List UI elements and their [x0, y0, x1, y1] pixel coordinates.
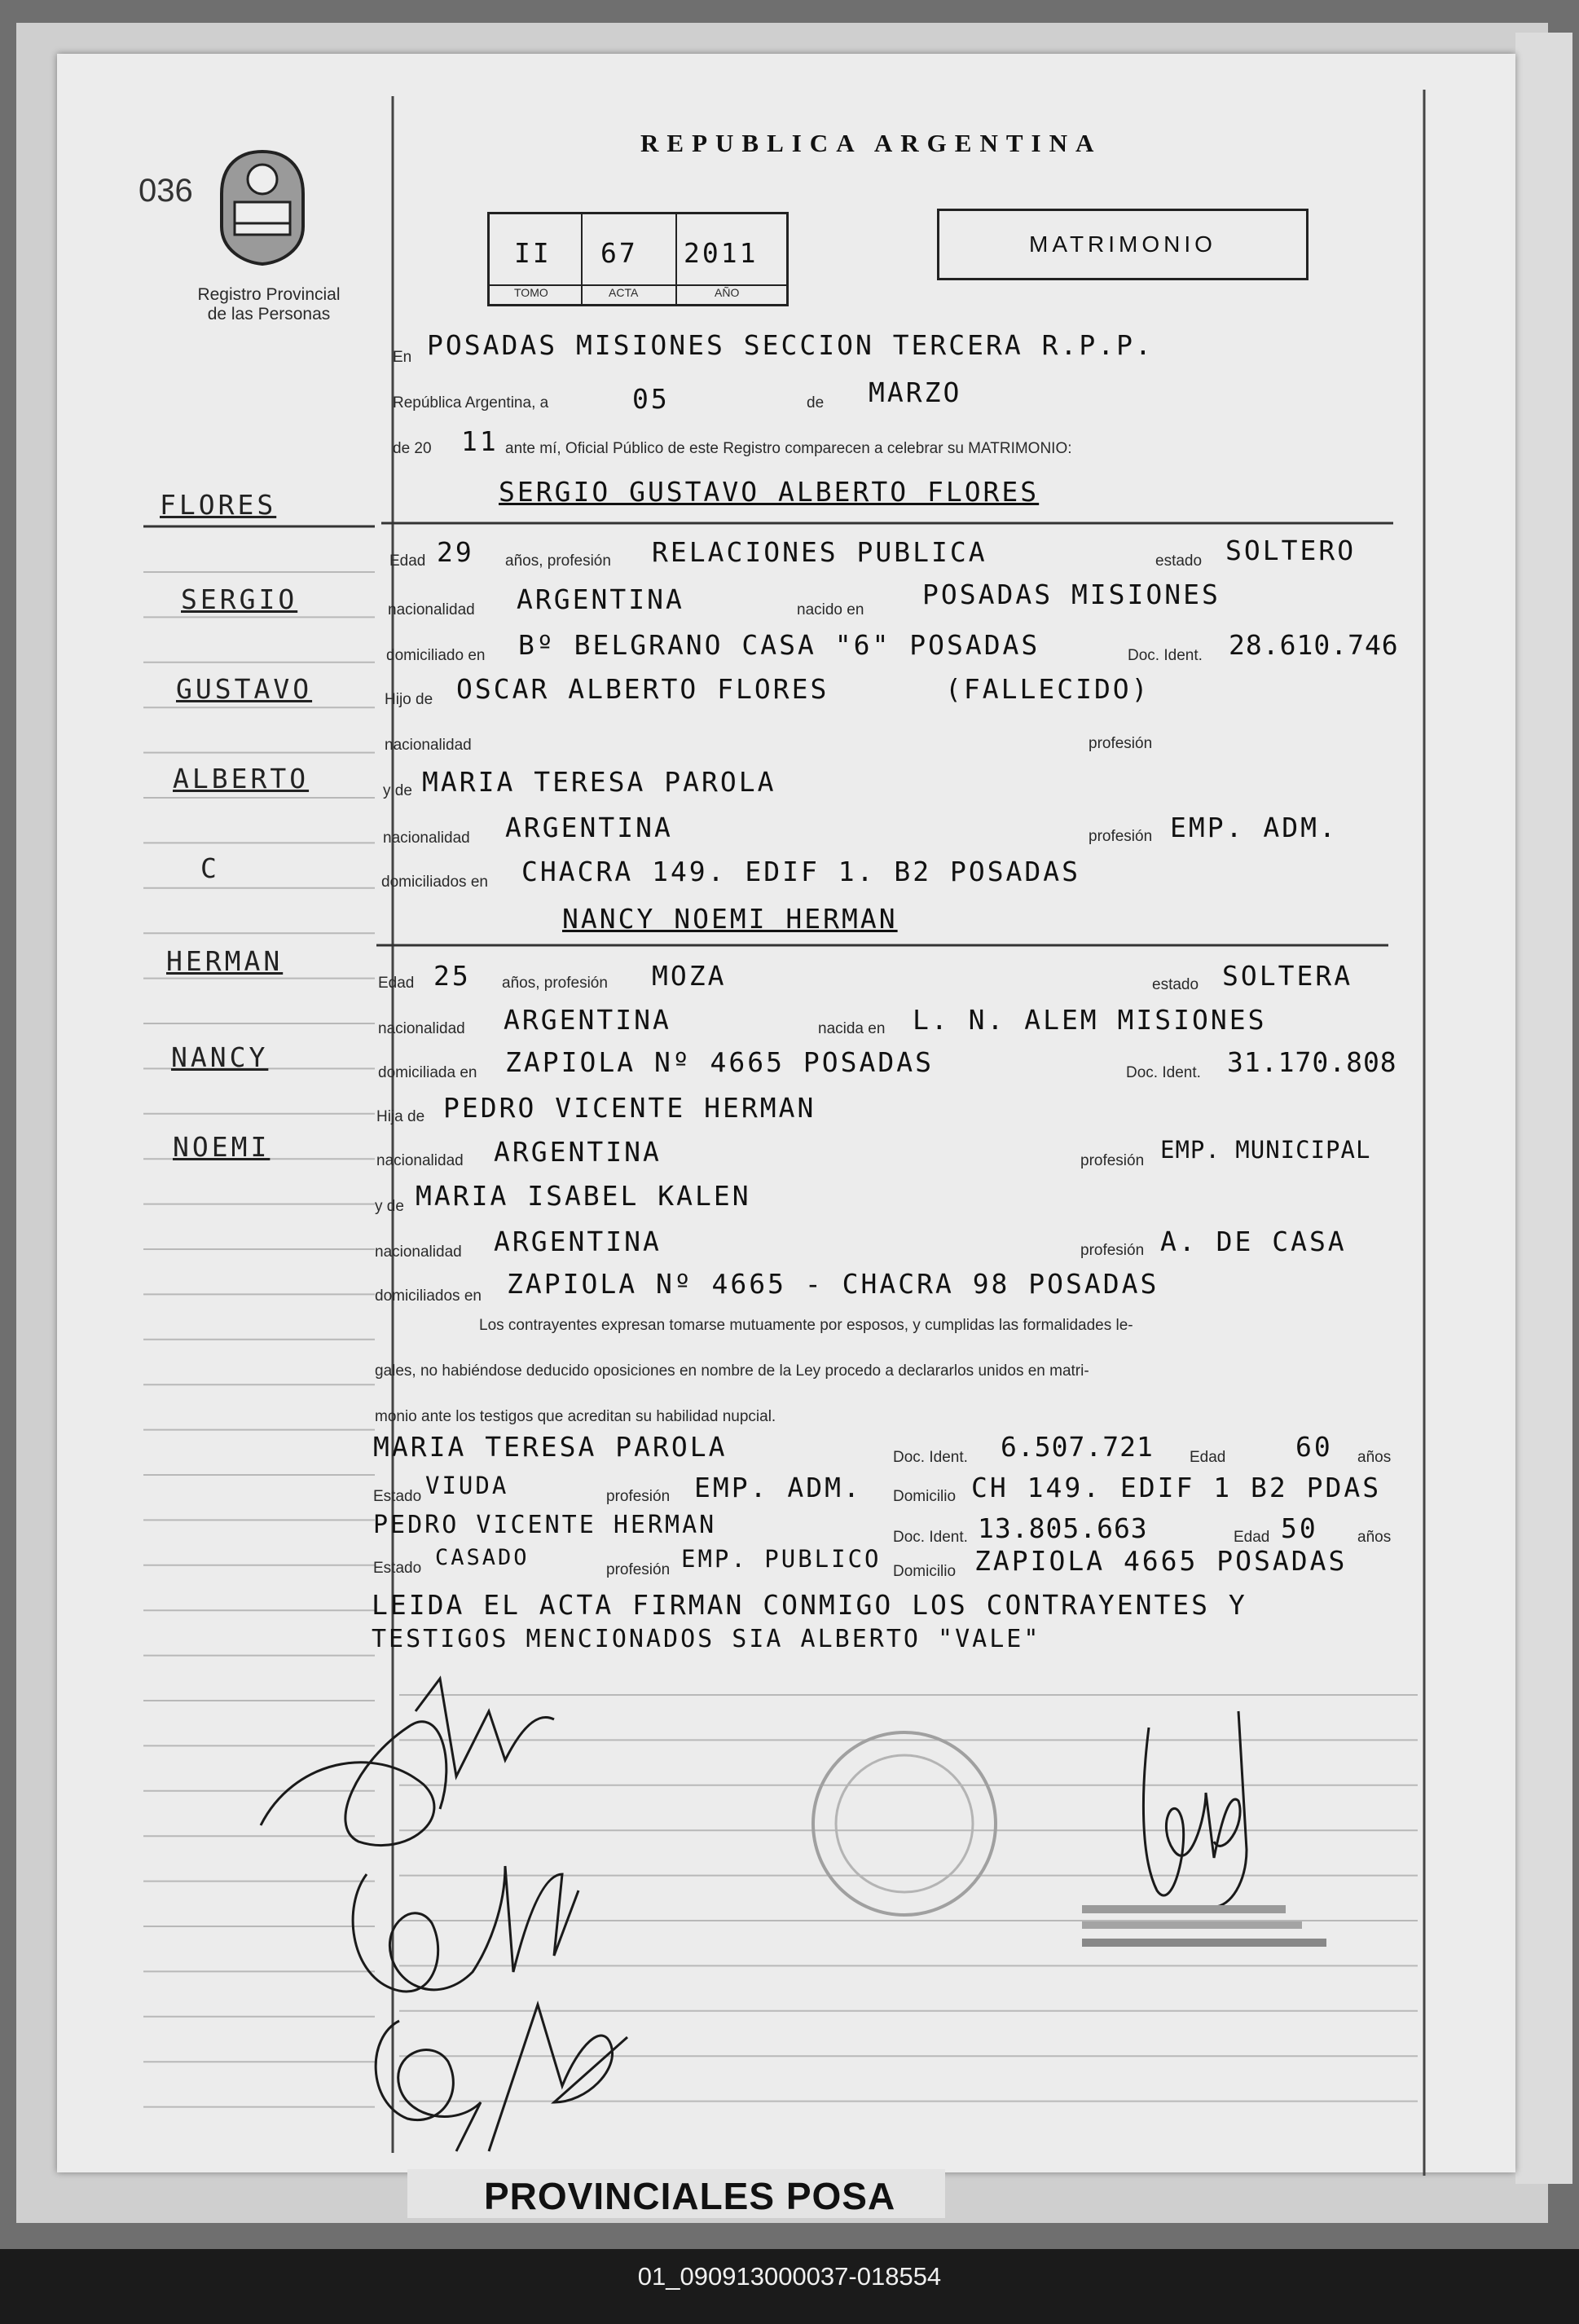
header-title: REPUBLICA ARGENTINA	[640, 129, 1102, 157]
groom-estado: SOLTERO	[1225, 535, 1357, 566]
acta-value: 67	[600, 237, 638, 269]
witness2-doc-label: Doc. Ident.	[893, 1529, 968, 1546]
bride-madre-nac: ARGENTINA	[494, 1226, 662, 1257]
margin-name-6: HERMAN	[166, 945, 284, 977]
bride-madre-prof-label: profesión	[1080, 1242, 1145, 1259]
closing-line-1: LEIDA EL ACTA FIRMAN CONMIGO LOS CONTRAYENTES Y	[372, 1589, 1247, 1621]
bride-nacida-en: L. N. ALEM MISIONES	[913, 1004, 1267, 1036]
bride-padres-dom-label: domiciliados en	[375, 1287, 482, 1305]
bride-edad: 25	[433, 960, 471, 992]
page-number: 036	[139, 173, 193, 209]
margin-name-3: GUSTAVO	[176, 673, 313, 705]
bride-padre-prof-label: profesión	[1080, 1152, 1145, 1169]
margin-name-7: NANCY	[171, 1041, 269, 1073]
groom-nacionalidad-label: nacionalidad	[388, 601, 475, 618]
bride-padre: PEDRO VICENTE HERMAN	[443, 1092, 816, 1124]
margin-name-5: C	[200, 852, 220, 884]
witness1-estado: VIUDA	[425, 1472, 509, 1499]
witness2-edad: 50	[1281, 1512, 1318, 1544]
tomo-label: TOMO	[514, 286, 548, 299]
groom-estado-label: estado	[1155, 552, 1203, 570]
witness1-anos-label: años	[1357, 1449, 1392, 1466]
witness1-name: MARIA TERESA PAROLA	[373, 1431, 728, 1463]
margin-name-2: SERGIO	[181, 583, 298, 615]
bride-padre-nac-label: nacionalidad	[376, 1152, 464, 1169]
witness2-domicilio: ZAPIOLA 4665 POSADAS	[974, 1545, 1348, 1577]
bride-padres-dom: ZAPIOLA Nº 4665 - CHACRA 98 POSADAS	[507, 1268, 1159, 1300]
folder-label-text: PROVINCIALES POSA	[484, 2175, 896, 2217]
declaration-line-2: gales, no habiéndose deducido oposiciones en nombre de la Ley procedo a declararlos unidos en matri-	[375, 1362, 1089, 1380]
witness2-anos-label: años	[1357, 1529, 1392, 1546]
signatures-left	[244, 1662, 652, 2168]
witness1-profesion-label: profesión	[606, 1488, 671, 1505]
witness1-edad-label: Edad	[1190, 1449, 1226, 1466]
bride-nacida-label: nacida en	[818, 1020, 886, 1037]
witness2-edad-label: Edad	[1234, 1529, 1270, 1546]
witness2-profesion: EMP. PUBLICO	[681, 1545, 882, 1573]
official-signature	[1124, 1695, 1287, 1923]
witness1-estado-label: Estado	[373, 1488, 422, 1505]
witness1-profesion: EMP. ADM.	[694, 1472, 862, 1503]
witness2-domicilio-label: Domicilio	[893, 1563, 957, 1580]
groom-domicilio: Bº BELGRANO CASA "6" POSADAS	[518, 629, 1040, 661]
groom-madre-nac-label: nacionalidad	[383, 830, 470, 847]
republica-label: República Argentina, a	[393, 394, 549, 412]
groom-madre-nac: ARGENTINA	[505, 812, 673, 843]
witness2-estado-label: Estado	[373, 1560, 422, 1577]
bride-domicilio: ZAPIOLA Nº 4665 POSADAS	[505, 1046, 934, 1078]
witness1-domicilio: CH 149. EDIF 1 B2 PDAS	[971, 1472, 1382, 1503]
groom-edad-label: Edad	[389, 552, 426, 570]
closing-line-2: TESTIGOS MENCIONADOS SIA ALBERTO "VALE"	[372, 1625, 1041, 1653]
groom-doc-label: Doc. Ident.	[1128, 647, 1203, 664]
bride-estado: SOLTERA	[1222, 960, 1353, 992]
bride-madre-nac-label: nacionalidad	[375, 1243, 462, 1261]
witness2-profesion-label: profesión	[606, 1561, 671, 1578]
bride-full-name: NANCY NOEMI HERMAN	[562, 903, 898, 935]
bride-doc: 31.170.808	[1227, 1046, 1397, 1078]
place-value: POSADAS MISIONES SECCION TERCERA R.P.P.	[427, 329, 1154, 361]
declaration-line-3: monio ante los testigos que acreditan su habilidad nupcial.	[375, 1408, 776, 1425]
bride-profesion-label: años, profesión	[502, 975, 608, 992]
groom-padres-dom-label: domiciliados en	[381, 874, 488, 891]
witness2-estado: CASADO	[435, 1545, 530, 1570]
month-value: MARZO	[869, 376, 962, 408]
groom-padre: OSCAR ALBERTO FLORES	[456, 673, 829, 705]
groom-domicilio-label: domiciliado en	[386, 647, 486, 664]
groom-full-name: SERGIO GUSTAVO ALBERTO FLORES	[499, 476, 1040, 508]
bride-estado-label: estado	[1152, 976, 1199, 993]
groom-nacionalidad: ARGENTINA	[517, 583, 684, 615]
witness1-edad: 60	[1295, 1431, 1333, 1463]
witness1-doc: 6.507.721	[1001, 1431, 1154, 1463]
official-stamp-text	[1082, 1900, 1326, 1957]
bride-nacionalidad-label: nacionalidad	[378, 1020, 465, 1037]
groom-madre-prof-label: profesión	[1089, 828, 1153, 845]
bride-padre-label: Hija de	[376, 1108, 425, 1125]
official-stamp-icon	[807, 1726, 1002, 1921]
witness2-name: PEDRO VICENTE HERMAN	[373, 1511, 717, 1539]
de-label: de	[807, 394, 825, 412]
ano-label: AÑO	[715, 286, 740, 299]
bride-padre-prof: EMP. MUNICIPAL	[1160, 1136, 1371, 1164]
groom-padres-dom: CHACRA 149. EDIF 1. B2 POSADAS	[521, 856, 1081, 887]
groom-madre: MARIA TERESA PAROLA	[422, 766, 776, 798]
groom-profesion-label: años, profesión	[505, 552, 611, 570]
bride-profesion: MOZA	[652, 960, 727, 992]
coat-of-arms-icon	[207, 145, 318, 267]
emblem-caption: Registro Provincial de las Personas	[197, 285, 341, 324]
bride-madre-prof: A. DE CASA	[1160, 1226, 1347, 1257]
groom-padre-label: Hijo de	[385, 691, 433, 708]
margin-name-1: FLORES	[160, 489, 277, 521]
bride-edad-label: Edad	[378, 975, 415, 992]
witness2-doc: 13.805.663	[978, 1512, 1148, 1544]
groom-madre-label: y de	[383, 782, 412, 799]
year-label: de 20	[393, 440, 432, 457]
margin-name-4: ALBERTO	[173, 763, 310, 794]
record-box	[487, 212, 789, 306]
acta-label: ACTA	[609, 286, 639, 299]
groom-profesion: RELACIONES PUBLICA	[652, 536, 987, 568]
en-label: En	[393, 349, 412, 366]
groom-edad: 29	[437, 536, 474, 568]
bride-madre: MARIA ISABEL KALEN	[416, 1180, 751, 1212]
intro-statement: ante mí, Oficial Público de este Registro comparecen a celebrar su MATRIMONIO:	[505, 440, 1072, 457]
groom-padre-prof-label: profesión	[1089, 735, 1153, 752]
bride-padre-nac: ARGENTINA	[494, 1136, 662, 1168]
bride-madre-label: y de	[375, 1198, 404, 1215]
margin-name-8: NOEMI	[173, 1131, 270, 1163]
witness1-domicilio-label: Domicilio	[893, 1488, 957, 1505]
type-box: MATRIMONIO	[937, 209, 1309, 280]
tomo-value: II	[514, 237, 552, 269]
groom-nacido-en: POSADAS MISIONES	[922, 579, 1221, 610]
declaration-line-1: Los contrayentes expresan tomarse mutuamente por esposos, y cumplidas las formalidades le-	[479, 1317, 1133, 1334]
day-value: 05	[632, 383, 670, 415]
witness1-doc-label: Doc. Ident.	[893, 1449, 968, 1466]
year-value: 11	[461, 425, 499, 457]
groom-nacido-label: nacido en	[797, 601, 864, 618]
bride-nacionalidad: ARGENTINA	[504, 1004, 671, 1036]
ano-value: 2011	[684, 237, 759, 269]
scan-footer-id: 01_090913000037-018554	[637, 2262, 942, 2291]
groom-doc: 28.610.746	[1229, 629, 1399, 661]
groom-padre-nota: (FALLECIDO)	[945, 673, 1150, 705]
groom-madre-prof: EMP. ADM.	[1170, 812, 1338, 843]
bride-doc-label: Doc. Ident.	[1126, 1064, 1201, 1081]
folder-label-strip	[407, 2169, 945, 2218]
bride-domicilio-label: domiciliada en	[378, 1064, 477, 1081]
groom-padre-nac-label: nacionalidad	[385, 737, 472, 754]
